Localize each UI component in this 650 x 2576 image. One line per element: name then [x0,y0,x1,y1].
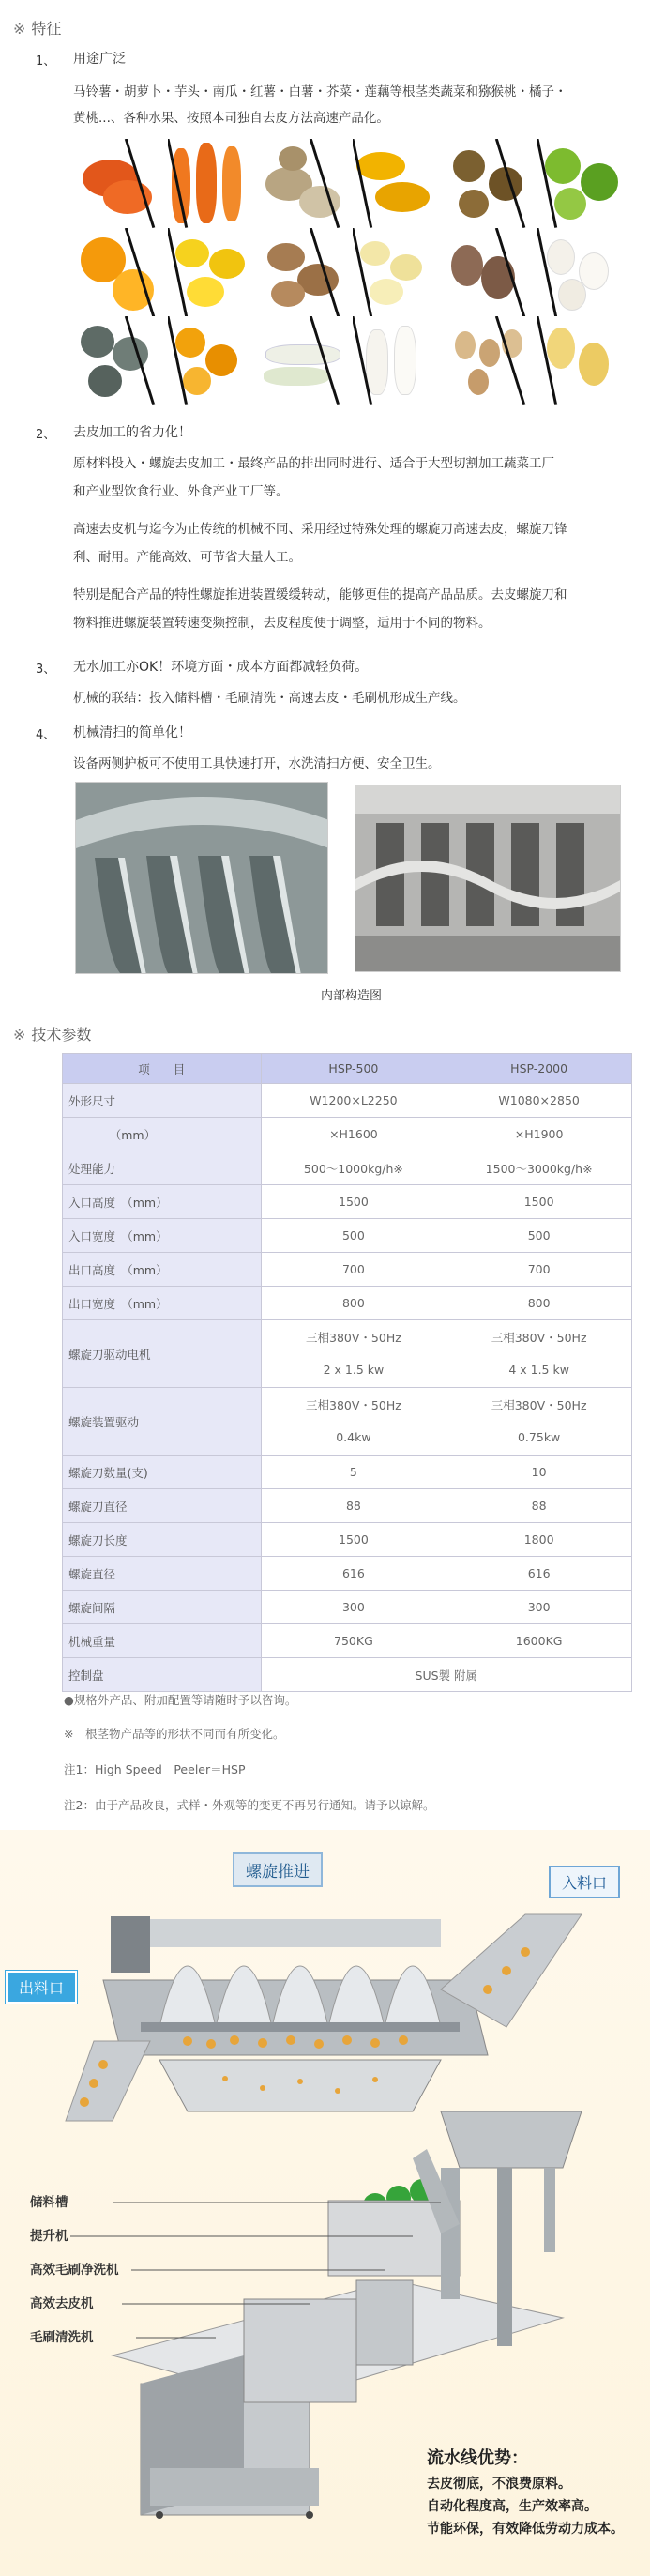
table-row [63,1287,632,1320]
row-value-hsp500 [261,1388,446,1456]
produce-photo-oranges [75,228,168,317]
produce-photo-taro-roots [446,228,538,317]
note-4: 注2：由于产品改良，式样・外观等的变更不再另行通知。请予以谅解。 [64,1798,435,1812]
row-value-hsp2000: 88 [446,1489,632,1523]
row-label: 入口宽度 （mm） [63,1219,262,1253]
feature-2-text-c: 高速去皮机与迄今为止传统的机械不同、采用经过特殊处理的螺旋刀高速去皮，螺旋刀锋 [73,522,567,537]
row-value-line: 三相380V・50Hz [491,1330,587,1345]
row-value-hsp500: 616 [261,1557,446,1591]
spiral-feed-label: 螺旋推进 [233,1852,323,1887]
feature-2-text-e: 特别是配合产品的特性螺旋推进装置缓缓转动，能够更佳的提高产品品质。去皮螺旋刀和 [73,587,567,602]
table-row [63,1219,632,1253]
row-value-hsp500: 500～1000kg/h※ [261,1151,446,1185]
table-row [63,1523,632,1557]
specs-title: 技术参数 [31,1026,92,1044]
feature-3-number: 3、 [36,663,56,677]
advantage-line-2: 自动化程度高，生产效率高。 [427,2499,597,2514]
row-value-line: 三相380V・50Hz [491,1397,587,1412]
row-value-hsp2000: ×H1900 [446,1118,632,1151]
produce-photo-peeled-potatoes [353,228,446,317]
spec-table [62,1053,632,1692]
feature-1-number: 1、 [36,54,56,69]
row-value-hsp2000: 1500～3000kg/h※ [446,1151,632,1185]
machine-illustration [0,1830,650,2576]
row-value-line: 2 x 1.5 kw [323,1362,385,1377]
row-value-hsp500: 1500 [261,1523,446,1557]
table-row [63,1084,632,1118]
legend-brush-cleaner: 毛刷清洗机 [30,2330,94,2345]
row-label: 控制盘 [63,1658,262,1692]
reference-mark: ※ [13,1026,26,1044]
inlet-label: 入料口 [549,1866,620,1898]
table-row [63,1557,632,1591]
produce-photo-peeled-daikon [353,316,446,405]
machine-diagram [0,1830,650,2576]
feature-4-title: 机械清扫的简单化！ [73,725,191,740]
table-row [63,1151,632,1185]
row-value-line: 4 x 1.5 kw [508,1362,569,1377]
row-value-hsp2000: 700 [446,1253,632,1287]
produce-photo-sweet-potato [353,139,446,228]
row-value-hsp2000: 1600KG [446,1624,632,1658]
table-row [63,1624,632,1658]
row-value-hsp2000 [446,1320,632,1388]
header-hsp-500: HSP-500 [261,1054,446,1084]
table-row [63,1253,632,1287]
advantage-line-3: 节能环保，有效降低劳动力成本。 [427,2522,624,2537]
feature-2-number: 2、 [36,428,56,442]
row-value-hsp500 [261,1320,446,1388]
feature-1-text-a: 马铃薯・胡萝卜・芋头・南瓜・红薯・白薯・芥菜・莲藕等根茎类蔬菜和猕猴桃・橘子・ [73,84,567,99]
header-hsp-2000: HSP-2000 [446,1054,632,1084]
row-value-line: 三相380V・50Hz [306,1397,401,1412]
row-value-shared: SUS製 附属 [261,1658,631,1692]
produce-photo-pumpkins [75,316,168,405]
row-value-hsp500: 700 [261,1253,446,1287]
produce-photo-peeled-taro [537,228,630,317]
specs-heading [13,1023,91,1044]
row-label: 螺旋装置驱动 [63,1388,262,1456]
produce-photo-potatoes [260,228,353,317]
produce-photo-kiwi [446,139,538,228]
legend-storage-tank: 储料槽 [30,2195,68,2210]
feature-1-title: 用途广泛 [73,52,126,67]
reference-mark: ※ [13,20,26,38]
feature-3-text: 机械的联结：投入储料槽・毛刷清洗・高速去皮・毛刷机形成生产线。 [73,691,466,706]
row-value-hsp2000 [446,1388,632,1456]
produce-photo-citrus [537,139,630,228]
row-value-hsp2000: 616 [446,1557,632,1591]
features-title: 特征 [31,20,62,38]
table-row [63,1118,632,1151]
row-value-hsp500: 500 [261,1219,446,1253]
feature-1-text-b: 黄桃...、各种水果、按照本司独自去皮方法高速产品化。 [73,111,389,126]
produce-photo-lemons [168,228,261,317]
row-value-hsp500: 1500 [261,1185,446,1219]
row-label: 螺旋直径 [63,1557,262,1591]
row-value-hsp500: W1200×L2250 [261,1084,446,1118]
row-value-hsp2000: 10 [446,1456,632,1489]
row-value-hsp2000: 300 [446,1591,632,1624]
row-label: （mm） [63,1118,262,1151]
spec-table-header [63,1054,632,1084]
row-value-hsp2000: 1500 [446,1185,632,1219]
table-row [63,1489,632,1523]
feature-2-text-d: 利、耐用。产能高效、可节省大量人工。 [73,550,301,565]
produce-photo-grid [75,139,630,405]
note-2: ※ 根茎物产品等的形状不同而有所变化。 [64,1727,285,1741]
produce-photo-carrot-slices [75,139,168,228]
row-value-hsp500: 88 [261,1489,446,1523]
interior-photo-spiral-knives [75,782,328,974]
row-value-hsp500: 800 [261,1287,446,1320]
interior-photo-caption: 内部构造图 [321,989,383,1003]
outlet-label: 出料口 [6,1971,77,2004]
table-row [63,1388,632,1456]
row-value-line: 三相380V・50Hz [306,1330,401,1345]
produce-photo-peeled-potatoes-2 [537,316,630,405]
produce-photo-taro [260,139,353,228]
row-value-line: 0.4kw [336,1429,371,1444]
note-3: 注1：High Speed Peeler＝HSP [64,1762,246,1776]
row-label: 螺旋刀驱动电机 [63,1320,262,1388]
feature-3-title: 无水加工亦OK！环境方面・成本方面都减轻负荷。 [73,660,369,675]
row-value-hsp2000: 1800 [446,1523,632,1557]
row-value-hsp2000: 800 [446,1287,632,1320]
features-heading [13,17,61,38]
table-row [63,1456,632,1489]
feature-4-text: 设备两侧护板可不使用工具快速打开，水洗清扫方便、安全卫生。 [73,756,441,771]
feature-2-title: 去皮加工的省力化！ [73,425,191,440]
interior-photo-spiral-chamber [355,785,621,972]
produce-photo-mandarins [168,316,261,405]
produce-photo-daikon [260,316,353,405]
row-value-hsp2000: 500 [446,1219,632,1253]
legend-brush-washer: 高效毛刷净洗机 [30,2263,119,2278]
header-item: 项 目 [63,1054,262,1084]
row-label: 出口高度 （mm） [63,1253,262,1287]
advantage-title: 流水线优势： [427,2448,528,2468]
note-1: ●规格外产品、附加配置等请随时予以咨询。 [64,1693,297,1707]
feature-2-text-b: 和产业型饮食行业、外食产业工厂等。 [73,484,289,499]
row-value-line: 0.75kw [517,1429,561,1444]
feature-2-text-a: 原材料投入・螺旋去皮加工・最终产品的排出同时进行、适合于大型切割加工蔬菜工厂 [73,456,554,471]
row-label: 螺旋刀长度 [63,1523,262,1557]
row-value-hsp500: 300 [261,1591,446,1624]
legend-elevator: 提升机 [30,2229,68,2244]
table-row [63,1658,632,1692]
row-label: 螺旋刀直径 [63,1489,262,1523]
row-value-hsp500: ×H1600 [261,1118,446,1151]
feature-4-number: 4、 [36,728,56,742]
row-label: 外形尺寸 [63,1084,262,1118]
advantage-line-1: 去皮彻底，不浪费原料。 [427,2477,571,2492]
row-label: 螺旋间隔 [63,1591,262,1624]
row-label: 入口高度 （mm） [63,1185,262,1219]
table-row [63,1320,632,1388]
row-value-hsp2000: W1080×2850 [446,1084,632,1118]
produce-photo-peanuts [446,316,538,405]
row-value-hsp500: 750KG [261,1624,446,1658]
legend-peeler: 高效去皮机 [30,2296,94,2311]
row-label: 机械重量 [63,1624,262,1658]
row-label: 处理能力 [63,1151,262,1185]
row-label: 螺旋刀数量(支) [63,1456,262,1489]
feature-2-text-f: 物料推进螺旋装置转速变频控制，去皮程度便于调整，适用于不同的物料。 [73,616,491,631]
produce-photo-carrots [168,139,261,228]
row-value-hsp500: 5 [261,1456,446,1489]
table-row [63,1591,632,1624]
row-label: 出口宽度 （mm） [63,1287,262,1320]
table-row [63,1185,632,1219]
